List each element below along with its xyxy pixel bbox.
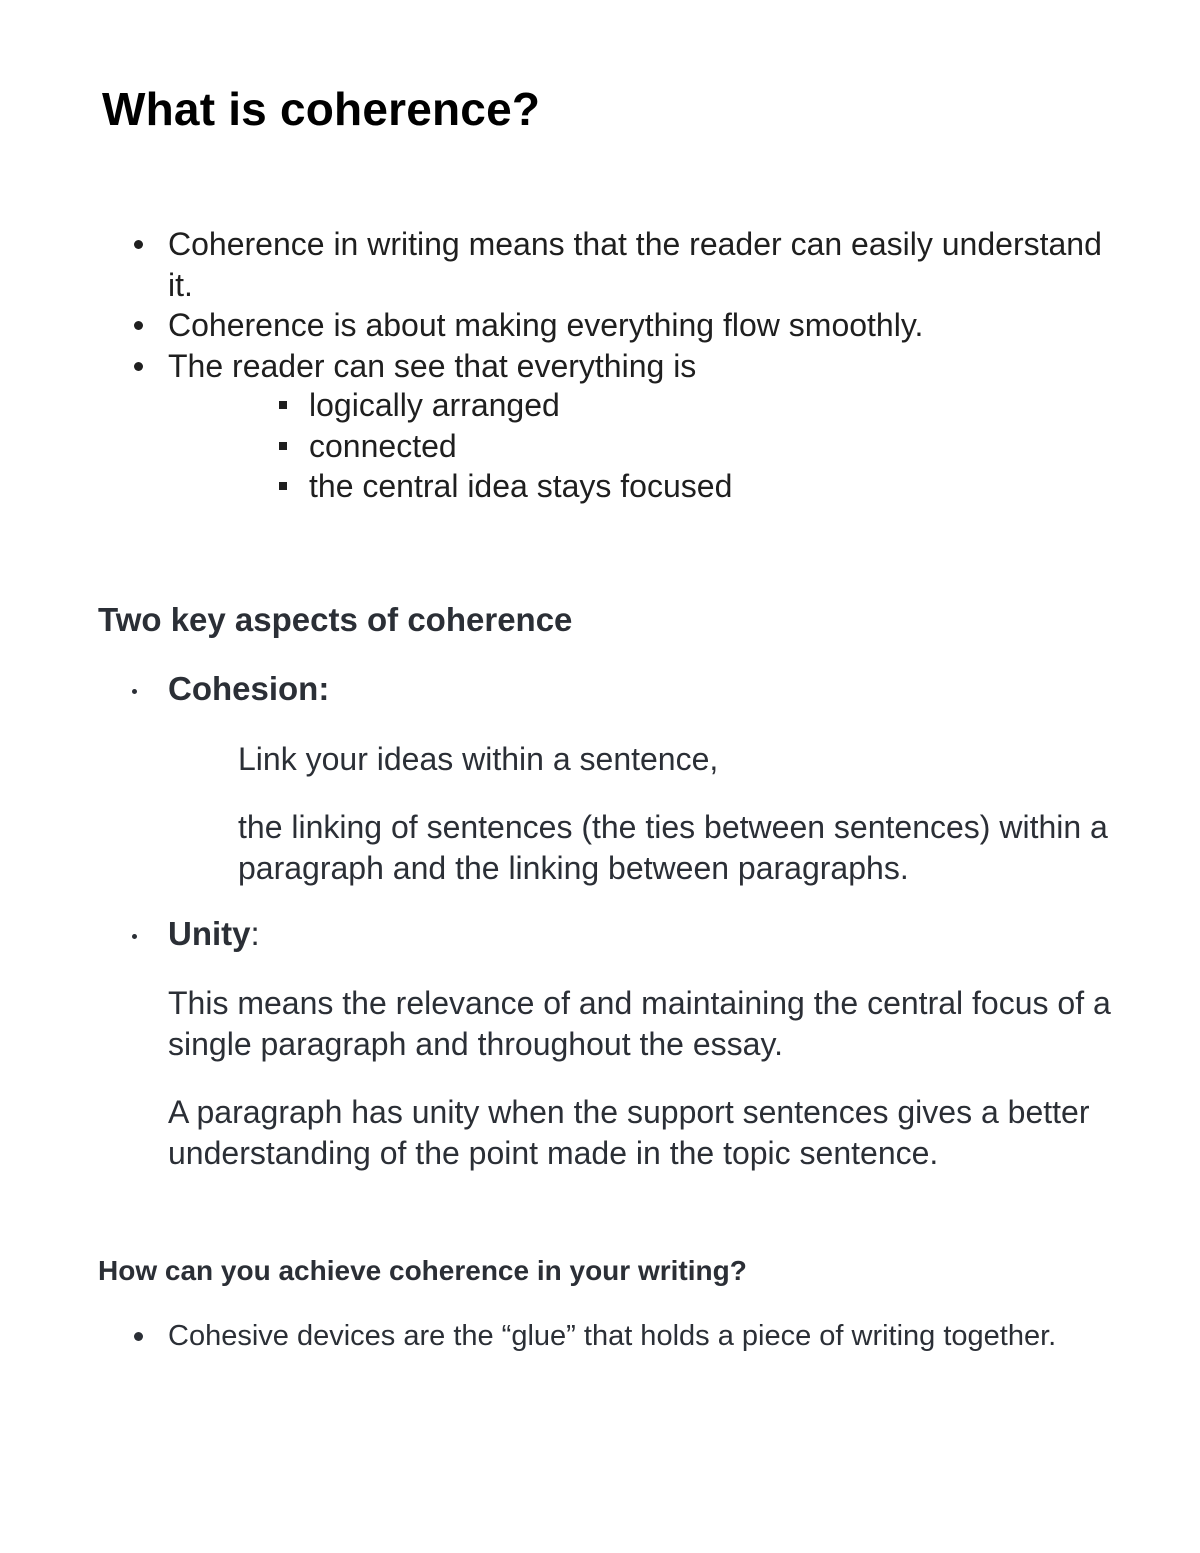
list-item [276, 385, 732, 426]
cohesion-list-item [130, 670, 329, 708]
cohesion-paragraph: the linking of sentences (the ties between sentences) within a paragraph and the linking between paragraphs. [238, 809, 1108, 886]
list-item-text: the central idea stays focused [309, 468, 733, 504]
aspects-heading: Two key aspects of coherence [98, 601, 573, 638]
list-item-text: Coherence in writing means that the reader can easily understand it. [168, 226, 1102, 303]
square-bullet-icon [279, 482, 287, 490]
cohesion-paragraph: Link your ideas within a sentence, [238, 741, 719, 777]
bullet-dot-icon [134, 321, 143, 330]
unity-paragraph: A paragraph has unity when the support sentences gives a better understanding of the point made in the topic sentence. [168, 1094, 1090, 1171]
unity-label: Unity [168, 915, 251, 952]
list-item-text: The reader can see that everything is [168, 347, 697, 384]
achieve-bullet-list [130, 1318, 1090, 1355]
list-item-text: Cohesive devices are the “glue” that holds a piece of writing together. [168, 1320, 1057, 1352]
list-item-text: Coherence is about making everything flow smoothly. [168, 307, 924, 343]
list-item [130, 1318, 1090, 1355]
cohesion-label: Cohesion: [168, 670, 330, 707]
page-title: What is coherence? [102, 83, 541, 135]
intro-bullet-list [130, 224, 1130, 386]
unity-colon: : [250, 915, 260, 952]
list-item [130, 346, 1130, 387]
list-item [130, 224, 1130, 305]
bullet-dot-icon [134, 362, 143, 371]
unity-paragraph: This means the relevance of and maintaining the central focus of a single paragraph and throughout the essay. [168, 985, 1111, 1062]
list-item [276, 466, 732, 507]
bullet-dot-icon [134, 240, 143, 249]
intro-sub-list [276, 385, 732, 507]
bullet-dot-icon [134, 1332, 143, 1341]
list-item-text: logically arranged [309, 387, 560, 423]
square-bullet-icon [279, 401, 287, 409]
list-item [276, 426, 732, 467]
achieve-heading: How can you achieve coherence in your writing? [98, 1255, 747, 1286]
square-bullet-icon [279, 442, 287, 450]
bullet-dot-icon [132, 689, 137, 694]
bullet-dot-icon [132, 934, 137, 939]
unity-list-item [130, 915, 260, 953]
list-item [130, 305, 1130, 346]
list-item-text: connected [309, 427, 457, 464]
